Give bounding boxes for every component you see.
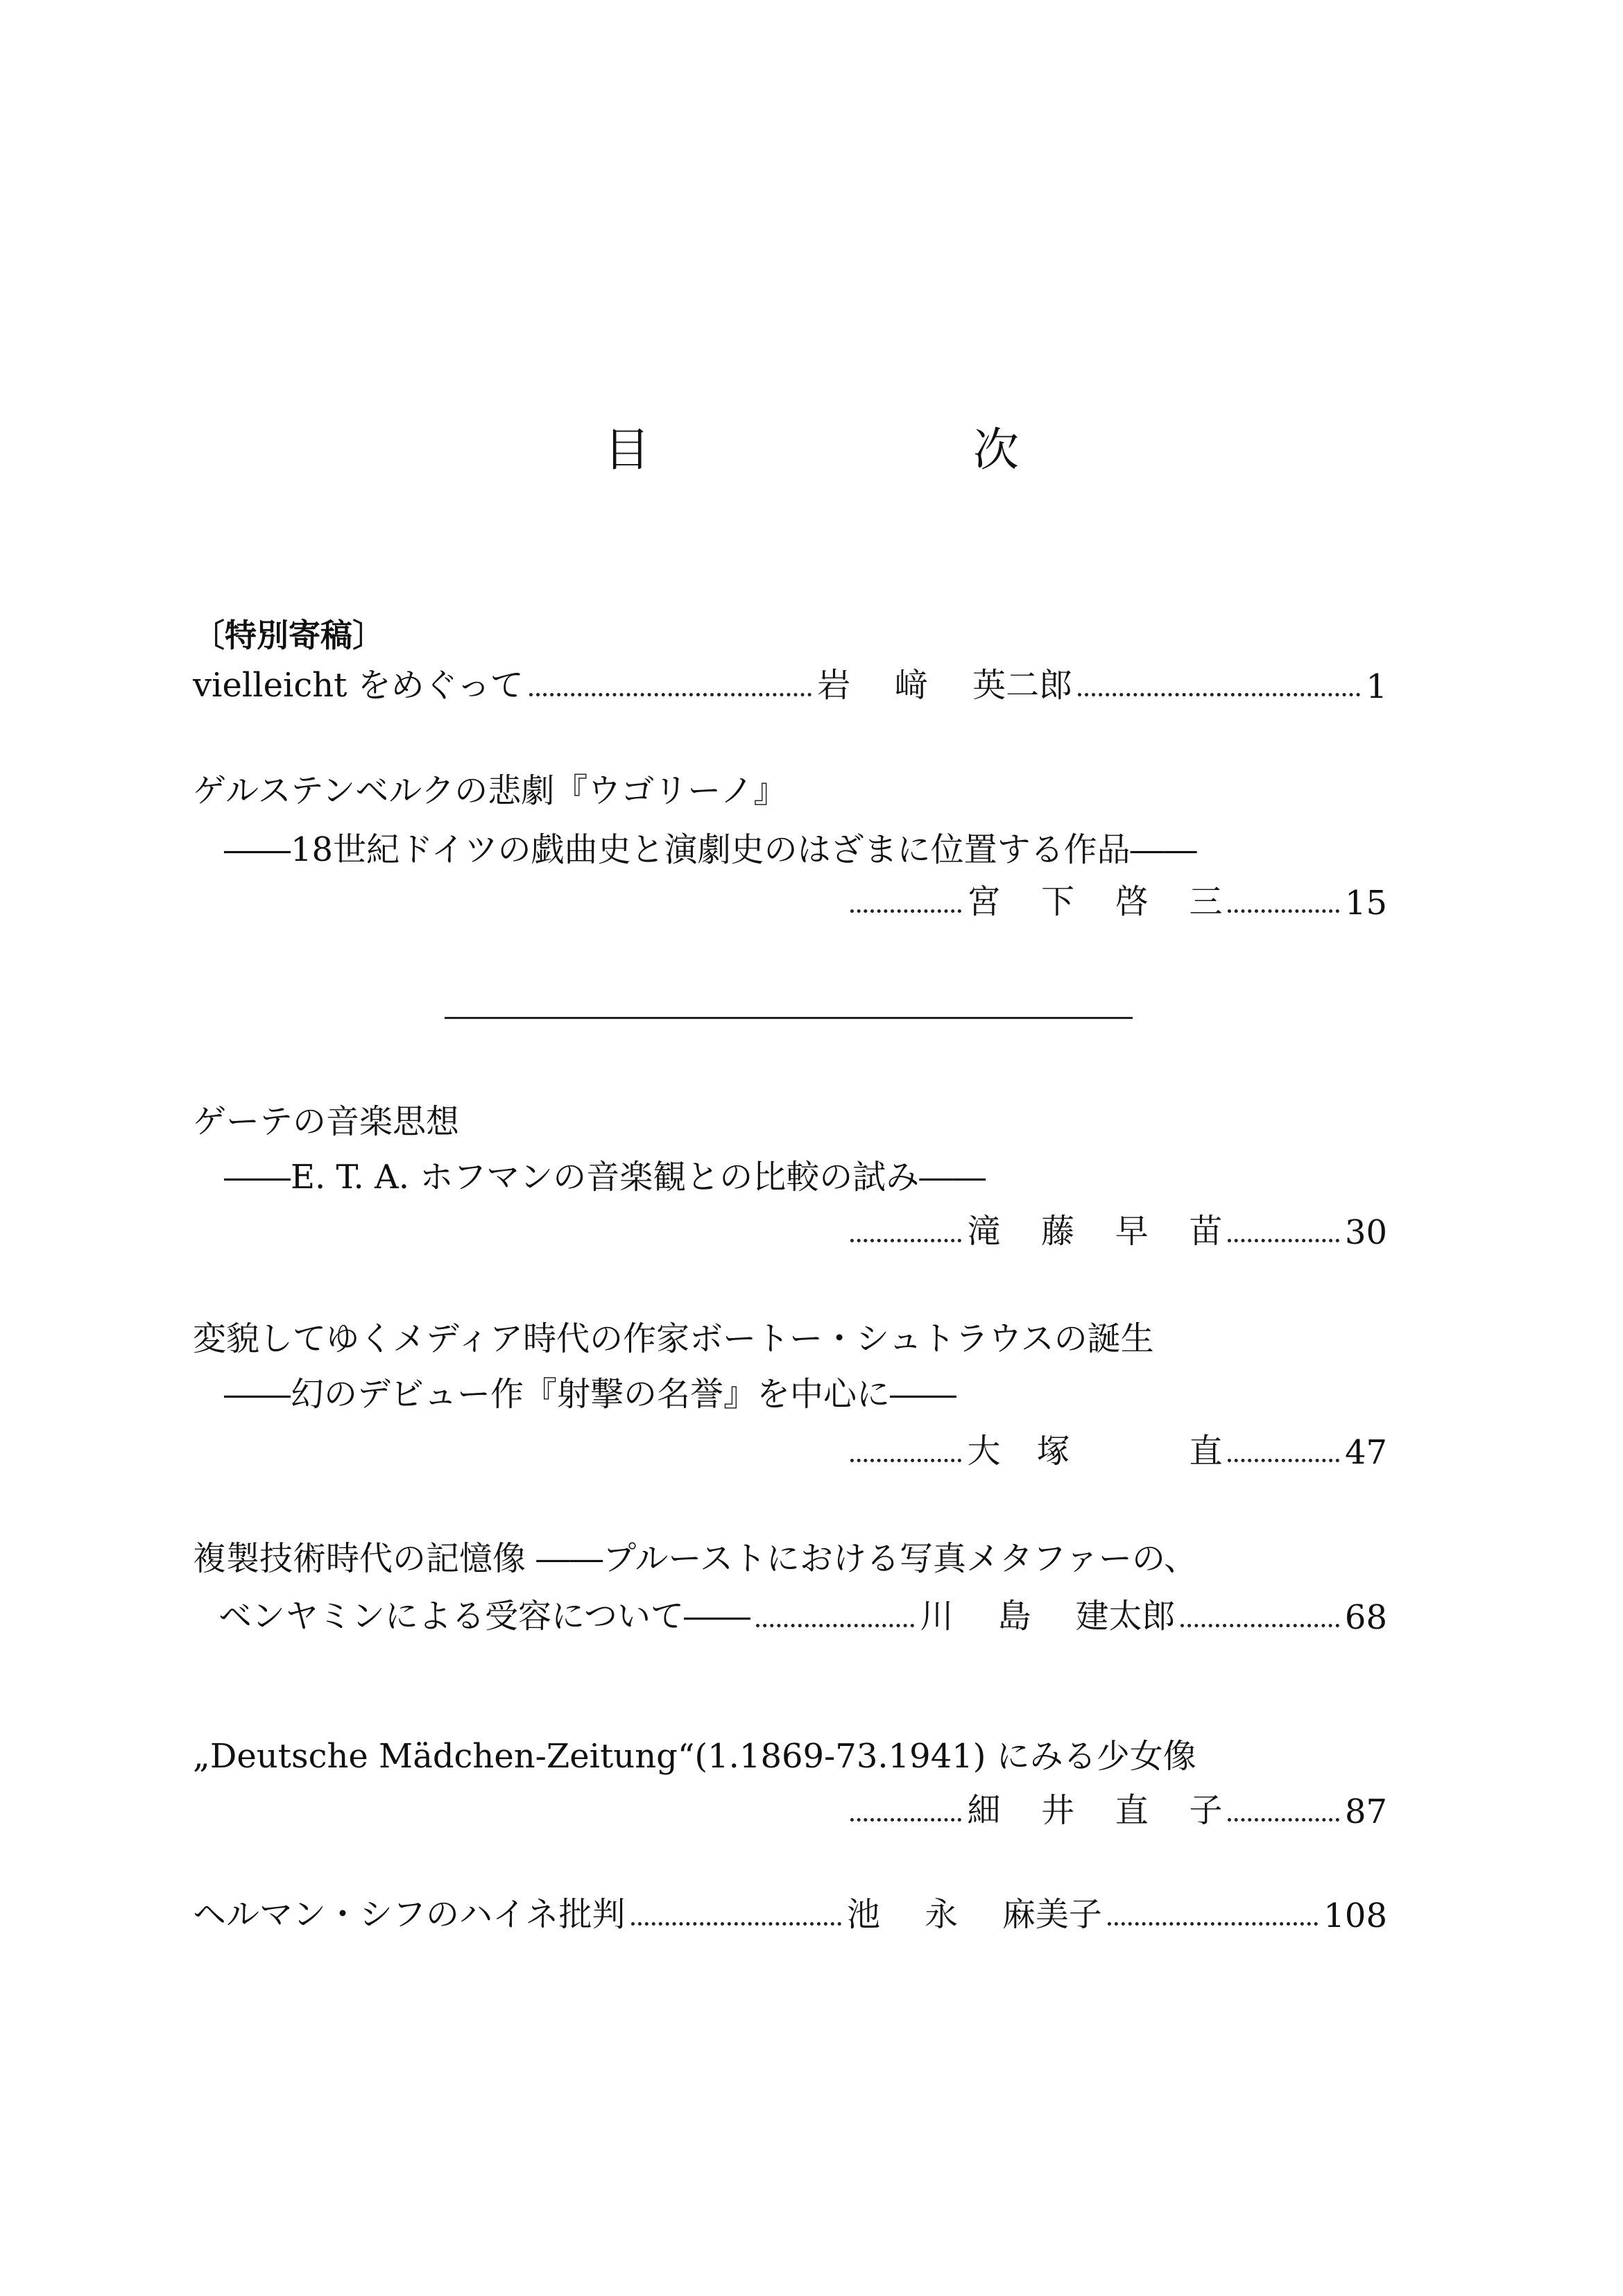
entry-subtitle: ――18世紀ドイツの戯曲史と演劇史のはざまに位置する作品――: [224, 830, 1197, 869]
entry-page-number: 87: [1344, 1792, 1388, 1831]
dot-leader: [850, 909, 961, 913]
dot-leader: [756, 1624, 914, 1627]
dot-leader: [1078, 693, 1360, 696]
toc-entry-row[interactable]: [193, 1894, 1387, 1935]
entry-title[interactable]: 変貌してゆくメディア時代の作家ボートー・シュトラウスの誕生: [193, 1319, 1154, 1358]
entry-title[interactable]: 複製技術時代の記憶像 ――プルーストにおける写真メタファーの、: [193, 1539, 1198, 1578]
entry-page-number: 15: [1344, 884, 1388, 923]
entry-author: 川 島 建太郎: [920, 1597, 1176, 1636]
entry-title[interactable]: ゲーテの音楽思想: [193, 1102, 460, 1141]
dot-leader: [1108, 1922, 1318, 1926]
toc-entry-author-row[interactable]: [845, 1430, 1387, 1472]
dot-leader: [1228, 1818, 1339, 1822]
entry-subtitle: ベンヤミンによる受容について――: [218, 1597, 751, 1636]
toc-entry-author-row[interactable]: [845, 881, 1387, 923]
toc-entry-row[interactable]: [218, 1595, 1387, 1637]
entry-author: 岩 﨑 英二郎: [817, 666, 1073, 705]
entry-title[interactable]: ゲルステンベルクの悲劇『ウゴリーノ』: [193, 771, 787, 810]
entry-title: vielleicht をめぐって: [193, 666, 524, 705]
entry-author: 宮 下 啓 三: [967, 882, 1223, 921]
dot-leader: [529, 693, 812, 696]
dot-leader: [1228, 1459, 1339, 1462]
entry-author: 大 塚 直: [967, 1432, 1223, 1471]
entry-author: 細 井 直 子: [967, 1791, 1223, 1830]
entry-page-number: 68: [1344, 1598, 1387, 1637]
section-divider: [445, 1017, 1133, 1019]
entry-author: 滝 藤 早 苗: [967, 1212, 1223, 1251]
dot-leader: [631, 1922, 841, 1926]
toc-entry-author-row[interactable]: [845, 1210, 1387, 1252]
dot-leader: [1180, 1624, 1339, 1627]
entry-page-number: 30: [1344, 1213, 1388, 1252]
dot-leader: [1228, 909, 1339, 913]
page-title: 目 次: [604, 423, 1158, 477]
toc-entry-author-row[interactable]: [845, 1790, 1387, 1831]
dot-leader: [1228, 1239, 1339, 1242]
entry-page-number: 1: [1366, 667, 1387, 706]
dot-leader: [850, 1239, 961, 1242]
dot-leader: [850, 1459, 961, 1462]
section-label-special: 〔特別寄稿〕: [193, 617, 384, 654]
toc-entry-special[interactable]: [193, 665, 1387, 706]
entry-author: 池 永 麻美子: [846, 1895, 1102, 1934]
entry-page-number: 108: [1323, 1896, 1387, 1935]
dot-leader: [850, 1818, 961, 1822]
entry-subtitle: ――幻のデビュー作『射撃の名誉』を中心に――: [224, 1375, 957, 1414]
entry-page-number: 47: [1344, 1433, 1388, 1472]
entry-title: ヘルマン・シフのハイネ批判: [193, 1895, 626, 1934]
entry-title[interactable]: „Deutsche Mädchen-Zeitung“(1.1869-73.1941) にみる少女像: [193, 1737, 1196, 1776]
entry-subtitle: ――E. T. A. ホフマンの音楽観との比較の試み――: [224, 1158, 986, 1197]
